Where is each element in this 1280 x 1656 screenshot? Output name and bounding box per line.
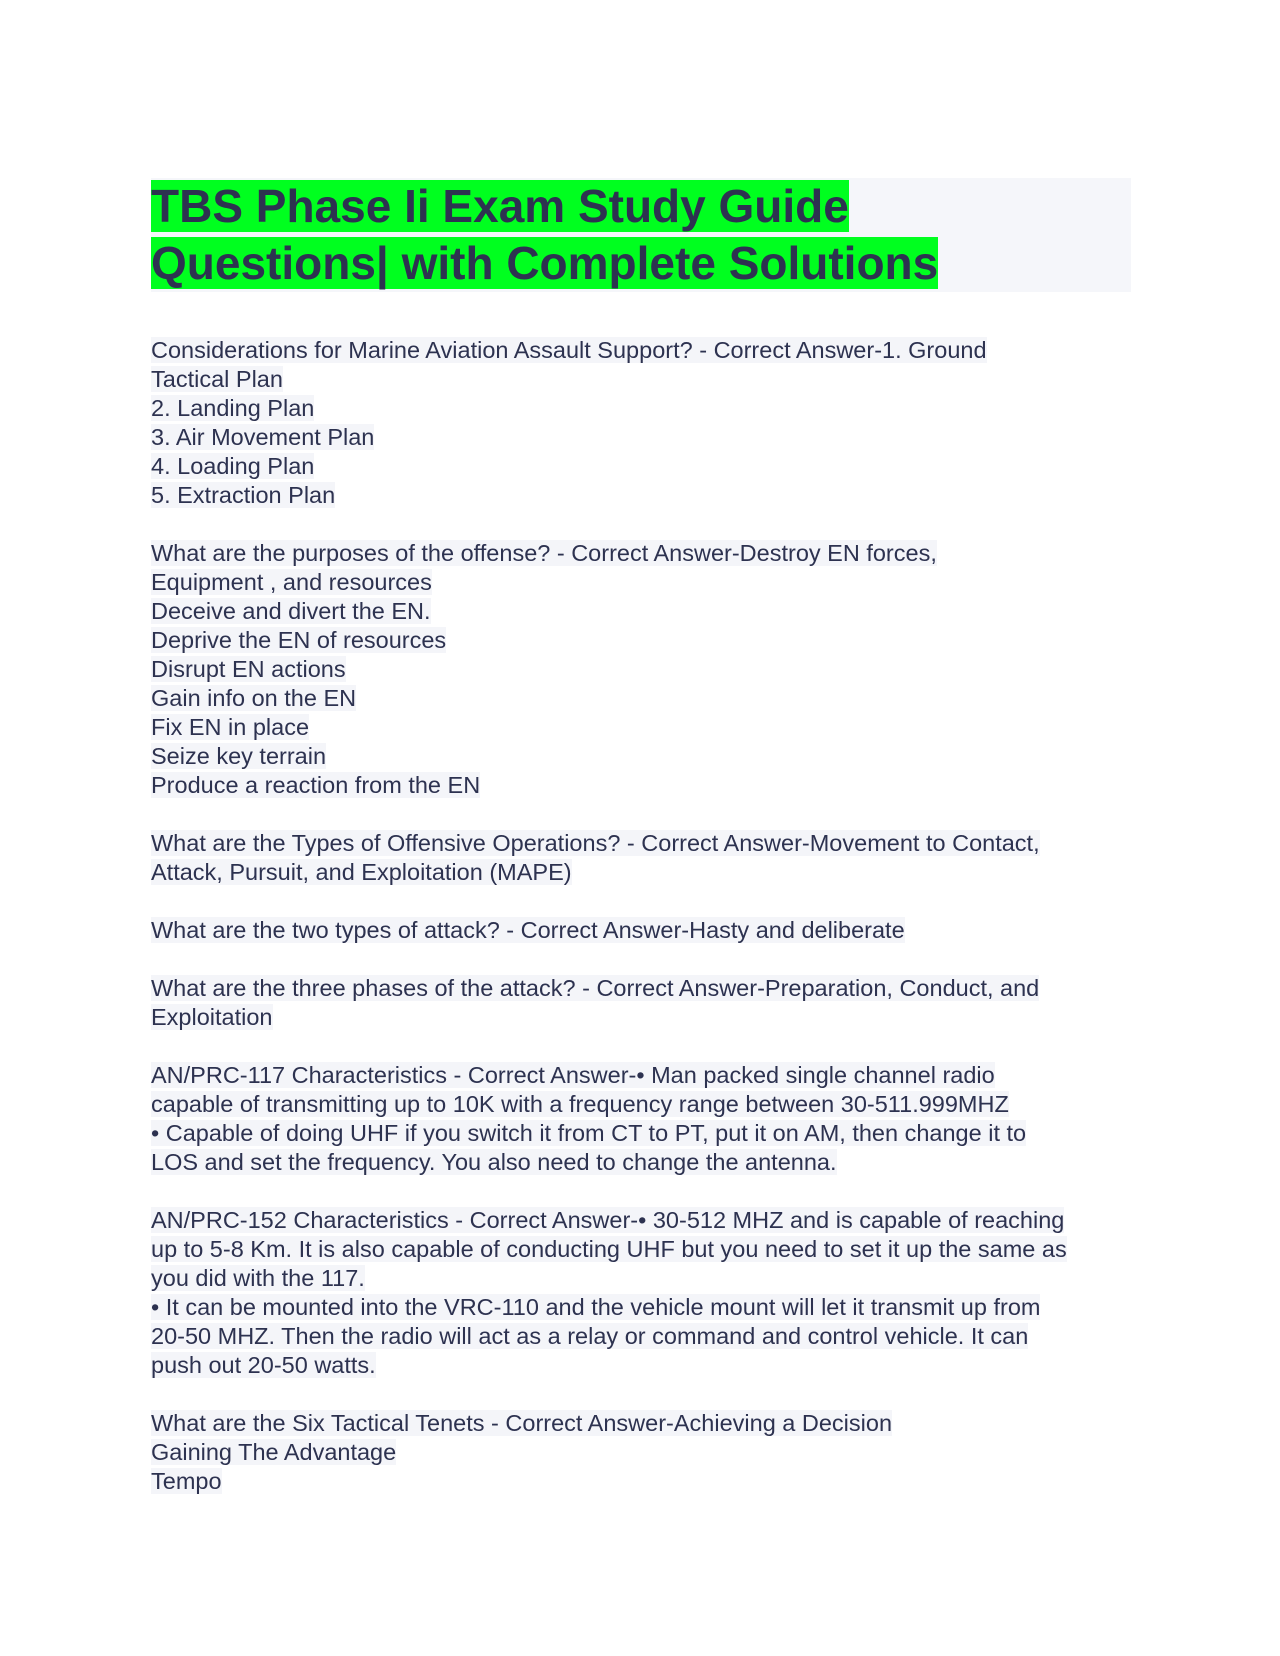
document-body bbox=[151, 336, 1131, 1496]
qa-block bbox=[151, 974, 1131, 1032]
text-line: Equipment , and resources bbox=[151, 569, 432, 595]
text-line: What are the Types of Offensive Operations? - Correct Answer-Movement to Contact, bbox=[151, 830, 1040, 856]
text-line: Gain info on the EN bbox=[151, 685, 357, 711]
text-line: 2. Landing Plan bbox=[151, 395, 315, 421]
text-line: • It can be mounted into the VRC-110 and the vehicle mount will let it transmit up from bbox=[151, 1294, 1041, 1320]
text-line: you did with the 117. bbox=[151, 1265, 365, 1291]
qa-block bbox=[151, 539, 1131, 800]
text-line: Attack, Pursuit, and Exploitation (MAPE) bbox=[151, 859, 572, 885]
text-line: LOS and set the frequency. You also need to change the antenna. bbox=[151, 1149, 837, 1175]
text-line: Gaining The Advantage bbox=[151, 1439, 397, 1465]
title-line-2: Questions| with Complete Solutions bbox=[151, 237, 939, 289]
text-line: Seize key terrain bbox=[151, 743, 327, 769]
text-line: Produce a reaction from the EN bbox=[151, 772, 481, 798]
document-page bbox=[151, 178, 1131, 1525]
text-line: Deprive the EN of resources bbox=[151, 627, 447, 653]
text-line: up to 5-8 Km. It is also capable of conducting UHF but you need to set it up the same as bbox=[151, 1236, 1067, 1262]
document-title bbox=[151, 178, 1131, 292]
text-line: capable of transmitting up to 10K with a frequency range between 30-511.999MHZ bbox=[151, 1091, 1009, 1117]
text-line: What are the Six Tactical Tenets - Correct Answer-Achieving a Decision bbox=[151, 1410, 893, 1436]
text-line: 4. Loading Plan bbox=[151, 453, 315, 479]
qa-block bbox=[151, 1409, 1131, 1496]
text-line: What are the purposes of the offense? - Correct Answer-Destroy EN forces, bbox=[151, 540, 937, 566]
qa-block bbox=[151, 1061, 1131, 1177]
qa-block bbox=[151, 336, 1131, 510]
text-line: Considerations for Marine Aviation Assault Support? - Correct Answer-1. Ground bbox=[151, 337, 987, 363]
text-line: Exploitation bbox=[151, 1004, 273, 1030]
text-line: AN/PRC-117 Characteristics - Correct Answer-• Man packed single channel radio bbox=[151, 1062, 995, 1088]
text-line: AN/PRC-152 Characteristics - Correct Answer-• 30-512 MHZ and is capable of reaching bbox=[151, 1207, 1065, 1233]
qa-block bbox=[151, 829, 1131, 887]
text-line: What are the three phases of the attack? - Correct Answer-Preparation, Conduct, and bbox=[151, 975, 1040, 1001]
text-line: Tactical Plan bbox=[151, 366, 283, 392]
title-line-1: TBS Phase Ii Exam Study Guide bbox=[151, 180, 849, 232]
text-line: Fix EN in place bbox=[151, 714, 310, 740]
text-line: Deceive and divert the EN. bbox=[151, 598, 431, 624]
text-line: 5. Extraction Plan bbox=[151, 482, 336, 508]
qa-block bbox=[151, 1206, 1131, 1380]
qa-block bbox=[151, 916, 1131, 945]
text-line: 3. Air Movement Plan bbox=[151, 424, 375, 450]
text-line: push out 20-50 watts. bbox=[151, 1352, 376, 1378]
text-line: 20-50 MHZ. Then the radio will act as a relay or command and control vehicle. It can bbox=[151, 1323, 1029, 1349]
text-line: Disrupt EN actions bbox=[151, 656, 346, 682]
text-line: What are the two types of attack? - Correct Answer-Hasty and deliberate bbox=[151, 917, 905, 943]
text-line: • Capable of doing UHF if you switch it from CT to PT, put it on AM, then change it to bbox=[151, 1120, 1027, 1146]
text-line: Tempo bbox=[151, 1468, 222, 1494]
